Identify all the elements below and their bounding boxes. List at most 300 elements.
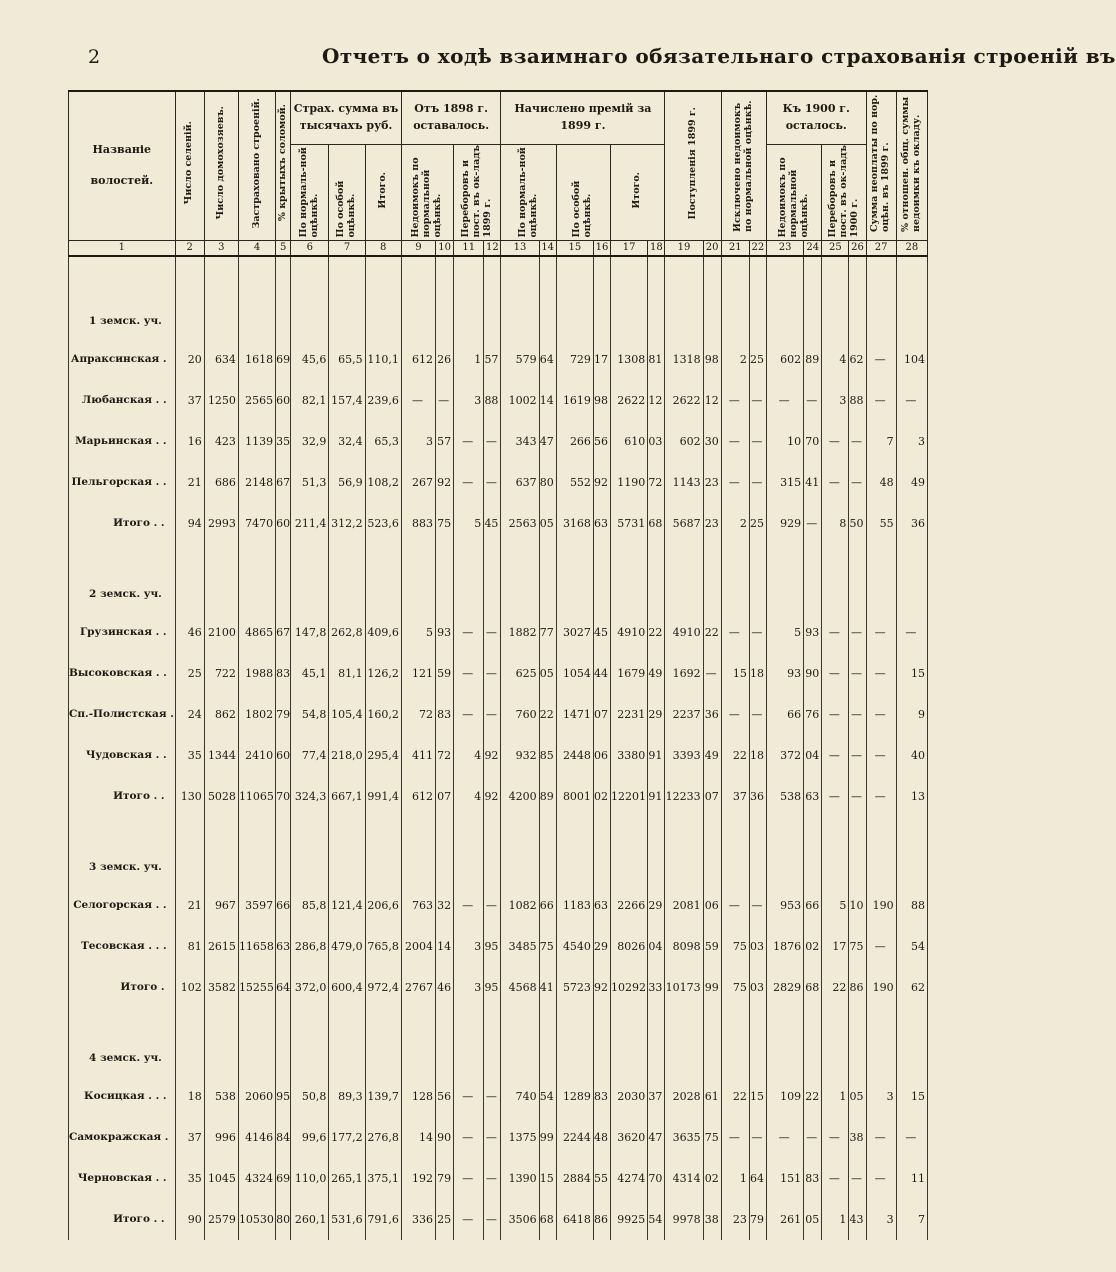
table-cell: — <box>822 776 849 817</box>
table-cell: 2 <box>721 503 749 544</box>
table-cell: 261 <box>766 1199 803 1240</box>
table-cell: 77 <box>539 612 556 653</box>
table-cell: 18 <box>749 653 766 694</box>
table-cell: — <box>849 776 866 817</box>
table-cell <box>276 544 291 612</box>
table-cell: 37 <box>648 1076 665 1117</box>
header-group-sums: Страх. сумма въ тысячахъ руб. <box>291 91 402 144</box>
table-cell: 49 <box>703 735 721 776</box>
table-cell <box>329 817 365 885</box>
table-cell <box>329 1008 365 1076</box>
table-cell: 14 <box>539 380 556 421</box>
table-cell: — <box>454 462 484 503</box>
table-cell: 56,9 <box>329 462 365 503</box>
column-number: 12 <box>484 240 501 256</box>
table-cell <box>749 271 766 339</box>
table-cell: 93 <box>766 653 803 694</box>
table-cell: 12233 <box>665 776 703 817</box>
table-cell: 531,6 <box>329 1199 365 1240</box>
table-cell <box>175 817 204 885</box>
header-name: Названіе волостей. <box>69 91 176 240</box>
table-cell: 29 <box>648 694 665 735</box>
table-cell: — <box>436 380 454 421</box>
table-cell: 1988 <box>238 653 275 694</box>
table-cell: — <box>804 380 822 421</box>
table-cell: 1619 <box>556 380 593 421</box>
table-row <box>69 926 928 967</box>
table-cell: 68 <box>648 503 665 544</box>
table-cell: 1 <box>454 339 484 380</box>
table-cell: 32,4 <box>329 421 365 462</box>
table-cell: — <box>866 776 896 817</box>
table-cell: 26 <box>436 339 454 380</box>
table-cell: 90 <box>436 1117 454 1158</box>
table-cell: 8001 <box>556 776 593 817</box>
volost-name: Самокражская . <box>69 1117 176 1158</box>
table-cell: — <box>484 1199 501 1240</box>
table-cell: 04 <box>804 735 822 776</box>
table-cell: 75 <box>703 1117 721 1158</box>
table-cell: 3380 <box>611 735 648 776</box>
table-cell <box>291 544 329 612</box>
table-cell: 409,6 <box>365 612 401 653</box>
table-cell: 22 <box>721 735 749 776</box>
table-cell: 686 <box>204 462 238 503</box>
table-cell: 265,1 <box>329 1158 365 1199</box>
table-cell: 14 <box>436 926 454 967</box>
table-cell: 12201 <box>611 776 648 817</box>
table-cell: 1190 <box>611 462 648 503</box>
table-cell <box>401 1008 435 1076</box>
table-cell: 93 <box>804 612 822 653</box>
table-cell: 3 <box>401 421 435 462</box>
table-cell: 80 <box>276 1199 291 1240</box>
table-cell: 03 <box>648 421 665 462</box>
table-cell: 65,5 <box>329 339 365 380</box>
table-cell <box>539 544 556 612</box>
table-cell: 2884 <box>556 1158 593 1199</box>
table-cell: 18 <box>175 1076 204 1117</box>
table-cell: 3635 <box>665 1117 703 1158</box>
table-cell: 3485 <box>501 926 539 967</box>
header-group-1900: Къ 1900 г. осталось. <box>766 91 866 144</box>
table-cell <box>749 1008 766 1076</box>
table-cell <box>539 817 556 885</box>
table-cell <box>849 1008 866 1076</box>
volost-name: Итого . . <box>69 503 176 544</box>
table-cell: 5 <box>401 612 435 653</box>
section-title: 3 земск. уч. <box>69 817 176 885</box>
table-cell: — <box>849 612 866 653</box>
table-cell: 89 <box>804 339 822 380</box>
table-cell: — <box>866 339 896 380</box>
table-cell <box>593 271 610 339</box>
table-cell: 206,6 <box>365 885 401 926</box>
column-number: 10 <box>436 240 454 256</box>
table-cell: — <box>822 1117 849 1158</box>
table-cell: 86 <box>593 1199 610 1240</box>
column-number: 17 <box>611 240 648 256</box>
total-row <box>69 967 928 1008</box>
table-row <box>69 462 928 503</box>
table-cell: 70 <box>804 421 822 462</box>
table-cell: 50,8 <box>291 1076 329 1117</box>
column-number: 11 <box>454 240 484 256</box>
table-cell: 1 <box>822 1199 849 1240</box>
table-cell <box>365 817 401 885</box>
table-cell: 60 <box>276 380 291 421</box>
table-cell: 579 <box>501 339 539 380</box>
column-number: 1 <box>69 240 176 256</box>
table-cell: — <box>749 885 766 926</box>
table-cell: 90 <box>804 653 822 694</box>
table-cell: 22 <box>721 1076 749 1117</box>
table-cell: 25 <box>749 339 766 380</box>
table-cell: 07 <box>703 776 721 817</box>
table-cell: 04 <box>648 926 665 967</box>
table-cell: 72 <box>648 462 665 503</box>
table-cell: 11658 <box>238 926 275 967</box>
table-cell: — <box>866 380 896 421</box>
table-cell <box>539 1008 556 1076</box>
table-cell: 4 <box>822 339 849 380</box>
table-cell: 2622 <box>665 380 703 421</box>
table-cell: 45 <box>484 503 501 544</box>
table-cell: 3 <box>896 421 927 462</box>
table-cell: 63 <box>593 503 610 544</box>
table-row <box>69 885 928 926</box>
table-cell: 22 <box>648 612 665 653</box>
table-cell: 47 <box>648 1117 665 1158</box>
table-cell: 372,0 <box>291 967 329 1008</box>
table-cell: 75 <box>436 503 454 544</box>
table-cell: — <box>866 1117 896 1158</box>
table-cell: — <box>721 421 749 462</box>
table-cell <box>611 271 648 339</box>
table-cell: 51,3 <box>291 462 329 503</box>
table-cell: 67 <box>276 462 291 503</box>
table-cell: 89,3 <box>329 1076 365 1117</box>
table-cell: — <box>484 885 501 926</box>
header-c8: Итого. <box>365 144 401 240</box>
table-cell: 59 <box>436 653 454 694</box>
table-cell: — <box>896 380 927 421</box>
table-cell: 105,4 <box>329 694 365 735</box>
header-c13: По нормаль-ной оцѣнкѣ. <box>501 144 556 240</box>
table-cell: 16 <box>175 421 204 462</box>
table-cell: 1054 <box>556 653 593 694</box>
volost-name: Селогорская . . <box>69 885 176 926</box>
table-cell: 190 <box>866 967 896 1008</box>
table-cell: 32 <box>436 885 454 926</box>
table-row <box>69 1158 928 1199</box>
table-cell: 05 <box>804 1199 822 1240</box>
table-cell: — <box>749 462 766 503</box>
table-cell: 7470 <box>238 503 275 544</box>
table-cell: 740 <box>501 1076 539 1117</box>
table-cell: 40 <box>896 735 927 776</box>
table-cell: 56 <box>593 421 610 462</box>
total-row <box>69 503 928 544</box>
table-cell: 92 <box>436 462 454 503</box>
volost-name: Черновская . . <box>69 1158 176 1199</box>
table-cell: 63 <box>276 926 291 967</box>
table-cell: 95 <box>484 967 501 1008</box>
column-number: 22 <box>749 240 766 256</box>
table-cell <box>665 271 703 339</box>
table-cell: 14 <box>401 1117 435 1158</box>
table-cell: 108,2 <box>365 462 401 503</box>
table-cell <box>501 271 539 339</box>
table-cell: 15 <box>749 1076 766 1117</box>
table-cell: 49 <box>648 653 665 694</box>
table-cell: 86 <box>849 967 866 1008</box>
column-number-row <box>69 240 928 256</box>
table-cell <box>648 544 665 612</box>
table-cell: 1882 <box>501 612 539 653</box>
table-cell <box>766 817 803 885</box>
table-cell: 2448 <box>556 735 593 776</box>
table-cell: 98 <box>593 380 610 421</box>
table-cell: 23 <box>703 503 721 544</box>
table-cell: 25 <box>749 503 766 544</box>
page-title: Отчетъ о ходѣ взаимнаго обязательнаго страхованія строеній въ <box>322 44 1116 68</box>
table-cell: 4 <box>454 735 484 776</box>
table-cell: 49 <box>896 462 927 503</box>
table-cell: 83 <box>276 653 291 694</box>
volost-name: Итого . . <box>69 776 176 817</box>
table-cell: 37 <box>721 776 749 817</box>
column-number: 3 <box>204 240 238 256</box>
insurance-report-table <box>68 90 928 1240</box>
table-cell: 2148 <box>238 462 275 503</box>
table-cell: 760 <box>501 694 539 735</box>
table-cell: 5723 <box>556 967 593 1008</box>
table-cell: 83 <box>593 1076 610 1117</box>
table-cell: — <box>866 694 896 735</box>
table-cell <box>822 1008 849 1076</box>
table-cell: 2266 <box>611 885 648 926</box>
table-cell: — <box>749 380 766 421</box>
table-cell: 17 <box>593 339 610 380</box>
table-cell: 147,8 <box>291 612 329 653</box>
table-cell: 3 <box>866 1199 896 1240</box>
table-cell: 35 <box>175 1158 204 1199</box>
table-cell: — <box>822 694 849 735</box>
table-cell: 2028 <box>665 1076 703 1117</box>
header-c23: Недоимокъ по нормальной оцѣнкѣ. <box>766 144 821 240</box>
table-row <box>69 612 928 653</box>
table-cell: — <box>866 1158 896 1199</box>
table-cell: 05 <box>539 653 556 694</box>
table-cell: — <box>749 421 766 462</box>
table-cell: 343 <box>501 421 539 462</box>
table-cell <box>556 544 593 612</box>
table-cell: 139,7 <box>365 1076 401 1117</box>
table-cell: 538 <box>766 776 803 817</box>
table-cell <box>804 271 822 339</box>
table-cell: 21 <box>175 885 204 926</box>
table-cell: 991,4 <box>365 776 401 817</box>
table-cell: 46 <box>436 967 454 1008</box>
table-cell: 1692 <box>665 653 703 694</box>
column-number: 16 <box>593 240 610 256</box>
header-c9: Недоимокъ по нормальной оцѣнкѣ. <box>401 144 453 240</box>
table-cell <box>665 1008 703 1076</box>
table-cell: — <box>849 735 866 776</box>
table-cell: 38 <box>703 1199 721 1240</box>
table-cell <box>593 817 610 885</box>
table-cell: 2410 <box>238 735 275 776</box>
column-number: 23 <box>766 240 803 256</box>
table-cell: 54 <box>896 926 927 967</box>
table-cell: 32,9 <box>291 421 329 462</box>
table-cell: 2 <box>721 339 749 380</box>
table-cell: 763 <box>401 885 435 926</box>
table-cell: 1002 <box>501 380 539 421</box>
table-cell: 2565 <box>238 380 275 421</box>
header-c27: Сумма неоплаты по нор. оцѣн. въ 1899 г. <box>866 91 896 240</box>
table-cell: 59 <box>703 926 721 967</box>
table-cell: 02 <box>703 1158 721 1199</box>
table-cell: 286,8 <box>291 926 329 967</box>
table-cell: 2993 <box>204 503 238 544</box>
table-cell <box>436 1008 454 1076</box>
table-cell <box>454 1008 484 1076</box>
table-cell <box>866 817 896 885</box>
table-cell: — <box>484 612 501 653</box>
table-cell: 54 <box>648 1199 665 1240</box>
table-cell: 8026 <box>611 926 648 967</box>
table-cell: 765,8 <box>365 926 401 967</box>
table-cell: — <box>866 735 896 776</box>
table-cell: 929 <box>766 503 803 544</box>
table-cell: — <box>896 612 927 653</box>
column-number: 20 <box>703 240 721 256</box>
table-row <box>69 339 928 380</box>
table-cell: 612 <box>401 776 435 817</box>
table-cell: 2563 <box>501 503 539 544</box>
table-cell: 15 <box>896 653 927 694</box>
table-cell: — <box>849 653 866 694</box>
table-cell: 20 <box>175 339 204 380</box>
table-cell: 7 <box>896 1199 927 1240</box>
table-cell: — <box>484 653 501 694</box>
volost-name: Итого . <box>69 967 176 1008</box>
table-cell: 22 <box>804 1076 822 1117</box>
table-cell: 02 <box>593 776 610 817</box>
table-cell: 972,4 <box>365 967 401 1008</box>
table-cell: 110,0 <box>291 1158 329 1199</box>
table-cell: 1 <box>822 1076 849 1117</box>
table-cell: 92 <box>484 735 501 776</box>
table-cell: 4314 <box>665 1158 703 1199</box>
table-cell: 64 <box>276 967 291 1008</box>
table-cell: 21 <box>175 462 204 503</box>
table-cell: 262,8 <box>329 612 365 653</box>
table-cell: 25 <box>175 653 204 694</box>
table-cell: 92 <box>593 967 610 1008</box>
table-row <box>69 380 928 421</box>
table-cell: — <box>766 380 803 421</box>
table-row <box>69 653 928 694</box>
table-cell <box>484 544 501 612</box>
table-cell: 35 <box>175 735 204 776</box>
section-row <box>69 1008 928 1076</box>
table-cell: 2060 <box>238 1076 275 1117</box>
table-cell: 600,4 <box>329 967 365 1008</box>
table-cell <box>329 544 365 612</box>
table-cell: 99,6 <box>291 1117 329 1158</box>
table-cell: 2579 <box>204 1199 238 1240</box>
table-cell: 92 <box>593 462 610 503</box>
table-cell: — <box>849 421 866 462</box>
table-cell: — <box>454 1117 484 1158</box>
table-cell: — <box>484 462 501 503</box>
header-c2: Число селеній. <box>175 91 204 240</box>
volost-name: Чудовская . . <box>69 735 176 776</box>
table-cell: 47 <box>539 421 556 462</box>
table-cell <box>822 271 849 339</box>
table-cell: 12 <box>648 380 665 421</box>
table-cell: 1679 <box>611 653 648 694</box>
table-cell: 121 <box>401 653 435 694</box>
table-cell: 23 <box>703 462 721 503</box>
table-cell: 791,6 <box>365 1199 401 1240</box>
table-cell <box>648 817 665 885</box>
table-cell: 1183 <box>556 885 593 926</box>
table-cell: 6418 <box>556 1199 593 1240</box>
table-cell: 260,1 <box>291 1199 329 1240</box>
table-cell: 70 <box>648 1158 665 1199</box>
table-cell: 110,1 <box>365 339 401 380</box>
table-cell: 157,4 <box>329 380 365 421</box>
table-cell: 88 <box>484 380 501 421</box>
table-cell <box>849 271 866 339</box>
table-cell: 1139 <box>238 421 275 462</box>
table-row <box>69 694 928 735</box>
table-cell: 10530 <box>238 1199 275 1240</box>
table-cell <box>175 544 204 612</box>
table-cell: — <box>822 1158 849 1199</box>
table-cell: 625 <box>501 653 539 694</box>
table-cell <box>703 1008 721 1076</box>
table-cell: 722 <box>204 653 238 694</box>
table-cell <box>291 1008 329 1076</box>
header-c11: Переборовъ и пост. въ ок-ладъ 1899 г. <box>454 144 501 240</box>
table-cell: 423 <box>204 421 238 462</box>
table-cell: 9925 <box>611 1199 648 1240</box>
table-cell: — <box>721 694 749 735</box>
table-cell <box>238 544 275 612</box>
table-cell: 315 <box>766 462 803 503</box>
table-cell <box>238 817 275 885</box>
table-cell <box>539 271 556 339</box>
table-cell: 996 <box>204 1117 238 1158</box>
table-cell <box>556 271 593 339</box>
table-cell: 1375 <box>501 1117 539 1158</box>
table-cell: — <box>721 885 749 926</box>
volost-name: Грузинская . . <box>69 612 176 653</box>
table-cell <box>238 1008 275 1076</box>
table-cell: 1618 <box>238 339 275 380</box>
page-number: 2 <box>88 46 101 68</box>
table-cell <box>648 1008 665 1076</box>
table-cell: 3506 <box>501 1199 539 1240</box>
table-cell: 63 <box>593 885 610 926</box>
table-cell: 126,2 <box>365 653 401 694</box>
table-cell: 336 <box>401 1199 435 1240</box>
